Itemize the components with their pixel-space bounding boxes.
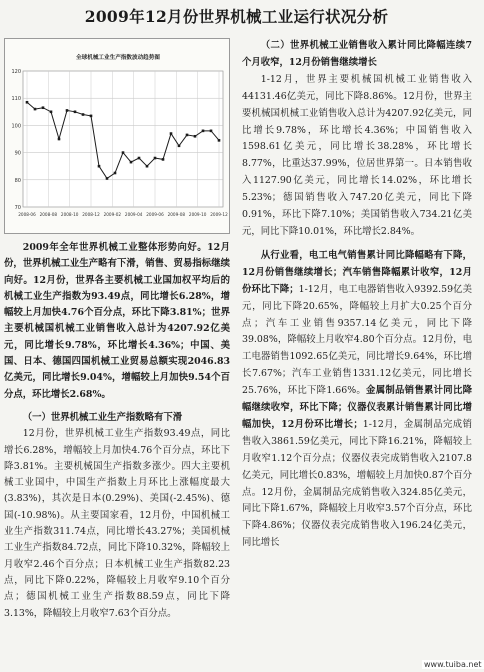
data-point bbox=[202, 130, 205, 133]
data-point bbox=[42, 106, 45, 109]
industry-bold-1: 从行业看，电工电气销售累计同比降幅略有下降，12月份销售继续增长；汽车销售降幅累计收窄，12月份环比下降； bbox=[242, 249, 472, 295]
sales-paragraph: 1-12月，世界主要机械国机械工业销售收入44131.46亿美元，同比下降8.86%。12月份，世界主要机械国机械工业销售收入总计为4207.92亿美元，同比增长9.78%，环比增长4.36%；中国销售收入1598.61亿美元，同比增长38.28%，环比增长8.77%，比重达37.99%，位居世界第一。日本销售收入1127.90亿美元，同比增长14.02%，环比增长5.23%；德国销售收入747.20亿美元，同比下降0.91%，环比下降7.10%；美国销售收入734.21亿美元，同比下降10.01%，环比增长2.84%。 bbox=[242, 73, 472, 237]
right-column bbox=[242, 38, 472, 552]
data-point bbox=[50, 111, 53, 114]
chart-title: 全球机械工业生产指数波动趋势图 bbox=[76, 55, 160, 61]
data-point bbox=[218, 139, 221, 142]
y-tick-label: 80 bbox=[14, 177, 21, 184]
industry-paragraph bbox=[242, 248, 472, 552]
data-point bbox=[114, 172, 117, 175]
x-tick-label: 2009-12 bbox=[210, 212, 228, 217]
x-tick-label: 2009-06 bbox=[146, 212, 164, 217]
data-point bbox=[90, 115, 93, 118]
y-tick-label: 100 bbox=[11, 123, 21, 130]
y-tick-label: 110 bbox=[11, 96, 21, 103]
x-tick-label: 2009-10 bbox=[188, 212, 207, 217]
data-point bbox=[130, 161, 133, 164]
data-point bbox=[106, 177, 109, 180]
data-point bbox=[170, 132, 173, 135]
data-point bbox=[138, 157, 141, 160]
y-tick-label: 120 bbox=[11, 69, 21, 75]
data-point bbox=[162, 158, 165, 161]
data-point bbox=[178, 145, 181, 148]
plot-area bbox=[23, 71, 223, 207]
x-tick-label: 2009-02 bbox=[103, 212, 122, 217]
x-tick-label: 2008-12 bbox=[82, 212, 100, 217]
site-watermark: www.tuiba.net bbox=[424, 660, 482, 669]
x-tick-label: 2009-04 bbox=[124, 212, 143, 217]
data-point bbox=[98, 165, 101, 168]
data-point bbox=[186, 134, 189, 137]
production-index-chart bbox=[4, 38, 230, 234]
left-column bbox=[4, 240, 230, 622]
chart-svg bbox=[5, 39, 231, 235]
industry-bold-2: 金属制品销售累计同比降幅继续收窄，环比下降；仪器仪表累计销售累计同比增幅加快，12月份环比增长； bbox=[242, 385, 472, 430]
x-tick-label: 2009-08 bbox=[167, 212, 186, 217]
data-point bbox=[74, 111, 77, 114]
data-point bbox=[122, 151, 125, 154]
data-point bbox=[82, 113, 85, 116]
x-tick-label: 2008-08 bbox=[39, 212, 58, 217]
industry-text-1: 1-12月，电工电器销售收入9392.59亿美元，同比下降20.65%，降幅较上月扩大0.25个百分点；汽车工业销售9357.14亿美元，同比下降39.08%，降幅较上月收窄4.80个百分点。12月份，电工电器销售1092.65亿美元，同比增长9.64%，环比增长7.67%；汽车工业销售1331.12亿美元，同比增长25.76%，环比下降1.66%。 bbox=[242, 283, 472, 397]
data-point bbox=[26, 101, 29, 104]
article-title: 2009年12月份世界机械工业运行状况分析 bbox=[84, 7, 389, 26]
section-heading-production: （一）世界机械工业生产指数略有下滑 bbox=[22, 411, 183, 423]
x-tick-label: 2008-10 bbox=[60, 212, 79, 217]
data-point bbox=[146, 165, 149, 168]
data-point bbox=[66, 109, 69, 112]
y-tick-label: 70 bbox=[14, 205, 21, 211]
industry-text-2: 1-12月，金属制品完成销售收入3861.59亿美元，同比下降16.21%，降幅较上月收窄1.12个百分点；仪器仪表完成销售收入2107.8亿美元，同比增长0.83%，增幅较上月加快0.87个百分点。12月份，金属制品完成销售收入324.85亿美元，同比下降1.67%，降幅较上月收窄3.57个百分点，环比下降4.86%；仪器仪表完成销售收入196.24亿美元，同比增长 bbox=[242, 418, 472, 549]
data-point bbox=[34, 108, 37, 111]
data-point bbox=[58, 138, 61, 141]
intro-paragraph bbox=[4, 240, 230, 403]
data-point bbox=[154, 157, 157, 160]
section-heading-sales: （二）世界机械工业销售收入累计同比降幅连续7个月收窄，12月份销售继续增长 bbox=[242, 40, 472, 68]
intro-text: 2009年全年世界机械工业整体形势向好。12月份，世界机械工业生产略有下滑，销售、贸易指标继续向好。12月份，世界各主要机械工业国加权平均后的机械工业生产指数为93.49点，同比增长6.28%，增幅较上月加快4.76个百分点，环比下降3.81%；世界主要机械国机械工业销售收入总计为4207.92亿美元，同比增长9.78%，环比增长4.36%；中国、美国、日本、德国四国机械工业贸易总额实现2046.83亿美元，同比增长9.04%，增幅较上月加快9.54个百分点，环比增长2.68%。 bbox=[4, 242, 230, 400]
x-tick-label: 2008-06 bbox=[18, 212, 36, 217]
data-point bbox=[210, 130, 213, 133]
data-point bbox=[194, 135, 197, 138]
production-paragraph: 12月份，世界机械工业生产指数93.49点，同比增长6.28%，增幅较上月加快4.76个百分点，环比下降3.81%。主要机械国生产指数多涨少。四大主要机械工业国中，中国生产指数上月环比上涨幅度最大(3.83%)，其次是日本(0.29%)、美国(-2.45%)、德国(-10.98%)。从主要国家看，12月份，中国机械工业生产指数311.74点，同比增长43.27%；美国机械工业生产指数84.72点，同比下降10.32%，降幅较上月收窄2.46个百分点；日本机械工业生产指数82.23点，同比下降0.22%，降幅较上月收窄9.10个百分点；德国机械工业生产指数88.59点，同比下降3.13%，降幅较上月收窄7.63个百分点。 bbox=[4, 428, 230, 619]
y-tick-label: 90 bbox=[14, 150, 21, 157]
